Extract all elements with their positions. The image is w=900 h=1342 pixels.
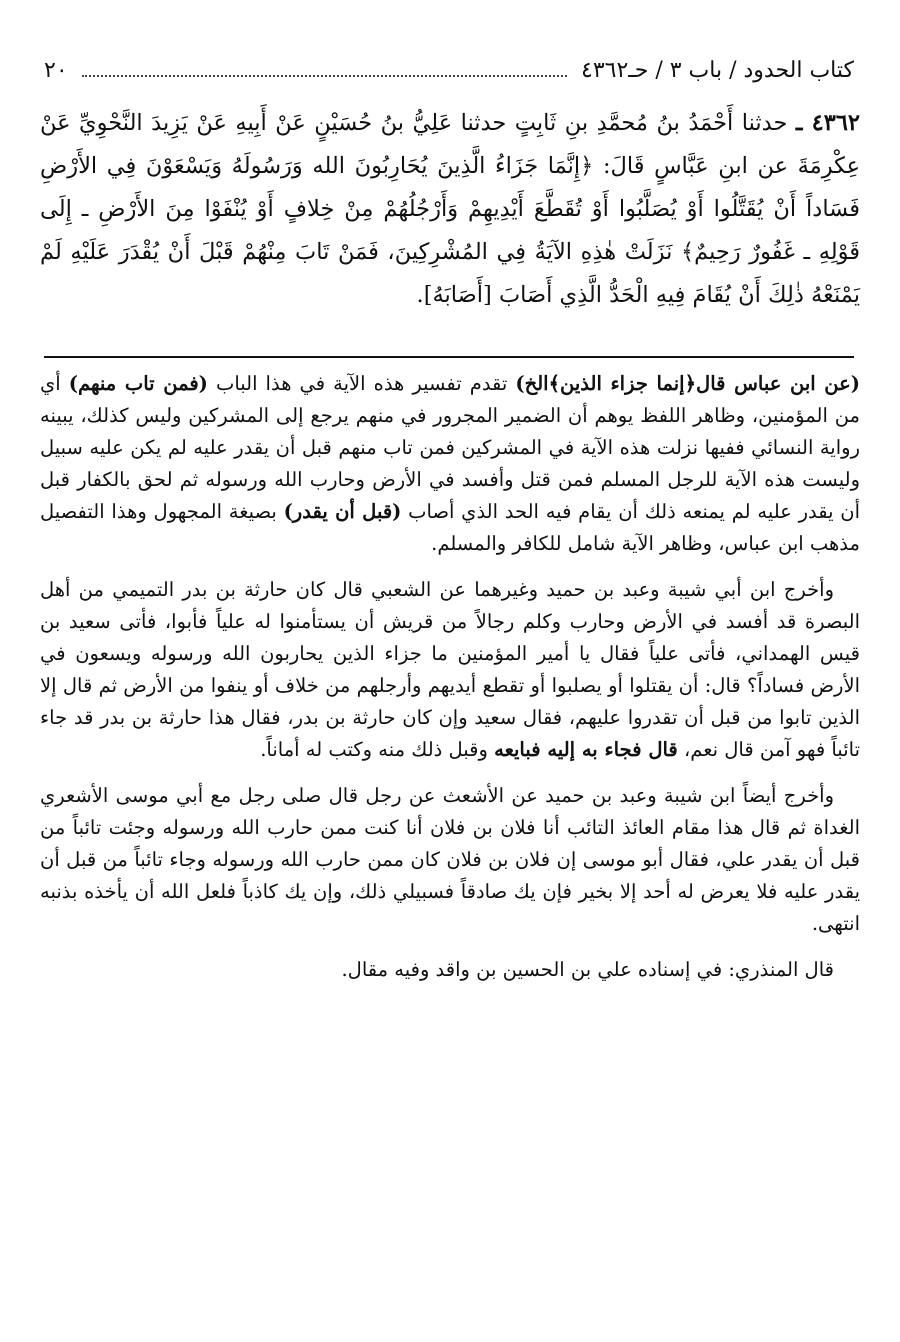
commentary-paragraph-1	[40, 368, 860, 560]
commentary-paragraph-4	[40, 954, 860, 986]
commentary-text: وأخرج أيضاً ابن شيبة وعبد بن حميد عن الأشعث عن رجل قال صلى رجل مع أبي موسى الأشعري الغداة ثم قال هذا مقام العائذ التائب أنا فلان بن فلان أنا كنت ممن حارب الله ورسوله وجئت تائباً من قبل أن يقدر علي، فقال أبو موسى إن فلان بن فلان كان ممن حارب الله ورسوله وجاء تائباً من قبل أن يقدر عليه فلا يعرض له أحد إلا بخير فإن يك صادقاً فسبيلي ذلك، وإن يك كاذباً فلعل الله أن يأخذه بذنبه انتهى.	[40, 784, 860, 935]
footnote-divider	[44, 356, 854, 358]
commentary	[40, 368, 860, 1000]
commentary-text: أي من المؤمنين، وظاهر اللفظ يوهم أن الضمير المجرور في منهم يرجع إلى المشركين وليس كذلك، يبينه رواية النسائي ففيها نزلت هذه الآية في المشركين فمن تاب منهم قبل أن يقدر عليه لم يكن عليه سبيل وليست هذه الآية للرجل المسلم فمن قتل وأفسد في الأرض وحارب الله ورسوله ثم لحق بالكفار قبل أن يقدر عليه لم يمنعه ذلك أن يقام فيه الحد الذي أصاب	[40, 372, 861, 523]
hadith-body: حدثنا أَحْمَدُ بنُ مُحمَّدِ بنِ ثَابِتٍ حدثنا عَلِيُّ بنُ حُسَيْنٍ عَنْ أَبِيهِ عَنْ يَزِيدَ النَّحْوِيِّ عَنْ عِكْرِمَةَ عن ابنِ عَبَّاسٍ قَالَ: ﴿إِنَّمَا جَزَاءُ الَّذِينَ يُحَارِبُونَ الله وَرَسُولَهُ وَيَسْعَوْنَ فِي الأَرْضِ فَسَاداً أَنْ يُقَتَّلُوا أَوْ يُصَلَّبُوا أَوْ تُقَطَّعَ أَيْدِيهِمْ وَأَرْجُلُهُمْ مِنْ خِلافٍ أَوْ يُنْفَوْا مِنَ الأَرْضِ ـ إِلَى قَوْلِهِ ـ غَفُورٌ رَحِيمٌ﴾ نَزَلَتْ هٰذِهِ الآيَةُ فِي المُشْرِكِينَ، فَمَنْ تَابَ مِنْهُمْ قَبْلَ أَنْ يُقْدَرَ عَلَيْهِ لَمْ يَمْنَعْهُ ذٰلِكَ أَنْ يُقَامَ فِيهِ الْحَدُّ الَّذِي أَصَابَ [أَصَابَهُ].	[40, 110, 860, 308]
commentary-paragraph-3	[40, 780, 860, 940]
header-dotted-leader	[82, 75, 567, 77]
commentary-lemma: (قبل أن يقدر)	[283, 500, 402, 523]
hadith-number: ٤٣٦٢ ـ	[795, 110, 860, 136]
commentary-text: وأخرج ابن أبي شيبة وعبد بن حميد وغيرهما عن الشعبي قال كان حارثة بن بدر التميمي من أهل البصرة قد أفسد في الأرض وحارب وكلم رجالاً من قريش أن يستأمنوا له علياً فأبوا، فأتى سعيد بن قيس الهمداني، فأتى علياً فقال يا أمير المؤمنين ما جزاء الذين يحاربون الله ورسوله ويسعون في الأرض فساداً؟ قال: أن يقتلوا أو يصلبوا أو تقطع أيديهم وأرجلهم من خلاف أو ينفوا من الأرض ثم قال إلا الذين تابوا من قبل أن تقدروا عليهم، فقال سعيد وإن كان حارثة بن بدر، فقال هذا حارثة بن بدر قد جاء تائباً فهو آمن قال نعم،	[40, 578, 860, 761]
commentary-text: تقدم تفسير هذه الآية في هذا الباب	[207, 372, 516, 395]
running-title: كتاب الحدود / باب ٣ / حـ٤٣٦٢	[581, 57, 854, 83]
commentary-text: قال المنذري: في إسناده علي بن الحسين بن واقد وفيه مقال.	[341, 958, 834, 981]
hadith-text	[40, 102, 860, 317]
page-header	[44, 52, 854, 88]
commentary-text: وقبل ذلك منه وكتب له أماناً.	[260, 738, 495, 761]
commentary-text: بصيغة المجهول وهذا التفصيل مذهب ابن عباس، وظاهر الآية شامل للكافر والمسلم.	[40, 500, 860, 555]
commentary-emphasis: قال فجاء به إليه فبايعه	[494, 738, 678, 761]
page-number: ٢٠	[44, 57, 68, 83]
commentary-paragraph-2	[40, 574, 860, 766]
commentary-lemma: (عن ابن عباس قال﴿إنما جزاء الذين﴾الخ)	[515, 372, 861, 395]
commentary-lemma: (فمن تاب منهم)	[68, 372, 208, 395]
